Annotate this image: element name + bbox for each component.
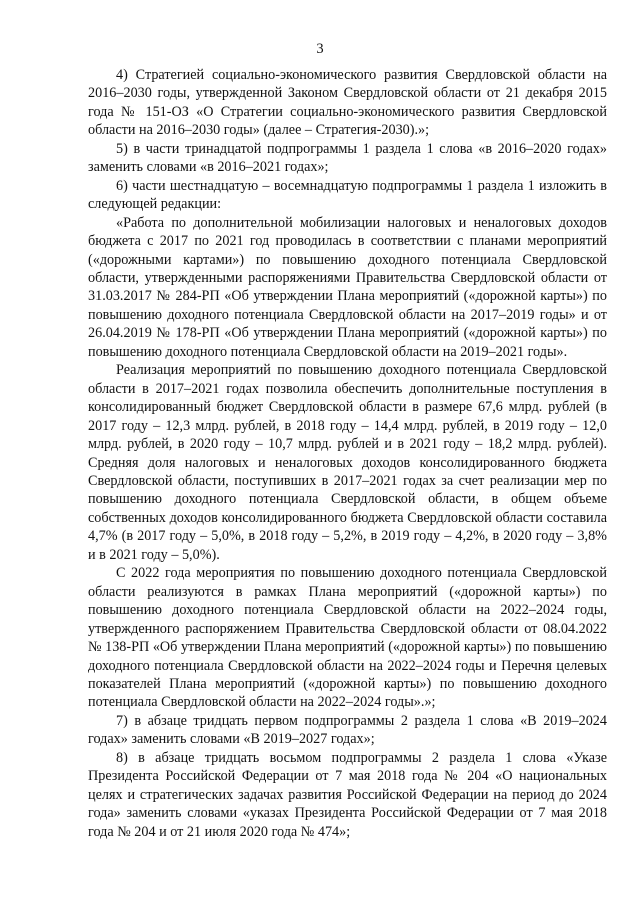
paragraph-item-5: 5) в части тринадцатой подпрограммы 1 раздела 1 слова «в 2016–2020 годах» заменить словами «в 2016–2021 годах»; [88, 140, 607, 176]
quoted-paragraph-2022: С 2022 года мероприятия по повышению доходного потенциала Свердловской области реализуются в рамках Плана мероприятий («дорожной карты») по повышению доходного потенциала Свердловской области на 2022–2024 годы, утвержденного распоряжением Правительства Свердловской области от 08.04.2022 № 138-РП «Об утверждении Плана мероприятий («дорожной карты») по повышению доходного потенциала Свердловской области на 2022–2024 годы и Перечня целевых показателей Плана мероприятий («дорожной карты») по повышению доходного потенциала Свердловской области на 2022–2024 годы».»; [88, 565, 607, 711]
paragraph-item-8: 8) в абзаце тридцать восьмом подпрограммы 2 раздела 1 слова «Указе Президента Российской Федерации от 7 мая 2018 года № 204 «О национальных целях и стратегических задачах развития Российской Федерации на период до 2024 года» заменить словами «указах Президента Российской Федерации от 7 мая 2018 года № 204 и от 21 июля 2020 года № 474»; [88, 749, 607, 840]
paragraph-item-7: 7) в абзаце тридцать первом подпрограммы 2 раздела 1 слова «В 2019–2024 годах» заменить словами «В 2019–2027 годах»; [88, 712, 607, 748]
paragraph-item-4: 4) Стратегией социально-экономического развития Свердловской области на 2016–2030 годы, утвержденной Законом Свердловской области от 21 декабря 2015 года № 151-ОЗ «О Стратегии социально-экономического развития Свердловской области на 2016–2030 годы» (далее – Стратегия-2030).»; [88, 67, 607, 139]
quoted-paragraph-work: «Работа по дополнительной мобилизации налоговых и неналоговых доходов бюджета с 2017 по 2021 год проводилась в соответствии с планами мероприятий («дорожными картами») по повышению доходного потенциала Свердловской области, утвержденными распоряжениями Правительства Свердловской области от 31.03.2017 № 284-РП «Об утверждении Плана мероприятий («дорожной карты») по повышению доходного потенциала Свердловской области на 2017–2019 годы» и от 26.04.2019 № 178-РП «Об утверждении Плана мероприятий («дорожной карты») по повышению доходного потенциала Свердловской области на 2019–2021 годы». [88, 214, 607, 360]
page-number: 3 [316, 41, 324, 57]
paragraph-item-6: 6) части шестнадцатую – восемнадцатую подпрограммы 1 раздела 1 изложить в следующей редакции: [88, 177, 607, 213]
document-body [88, 66, 607, 841]
quoted-paragraph-implementation: Реализация мероприятий по повышению доходного потенциала Свердловской области в 2017–2021 годах позволила обеспечить дополнительные поступления в консолидированный бюджет Свердловской области в размере 67,6 млрд. рублей (в 2017 году – 12,3 млрд. рублей, в 2018 году – 14,4 млрд. рублей, в 2019 году – 12,0 млрд. рублей, в 2020 году – 10,7 млрд. рублей и в 2021 году – 18,2 млрд. рублей). Средняя доля налоговых и неналоговых доходов консолидированного бюджета Свердловской области, поступивших в 2017–2021 годах за счет реализации мер по повышению доходного потенциала Свердловской области, в общем объеме собственных доходов консолидированного бюджета Свердловской области составила 4,7% (в 2017 году – 5,0%, в 2018 году – 5,2%, в 2019 году – 4,2%, в 2020 году – 3,8% и в 2021 году – 5,0%). [88, 362, 607, 563]
